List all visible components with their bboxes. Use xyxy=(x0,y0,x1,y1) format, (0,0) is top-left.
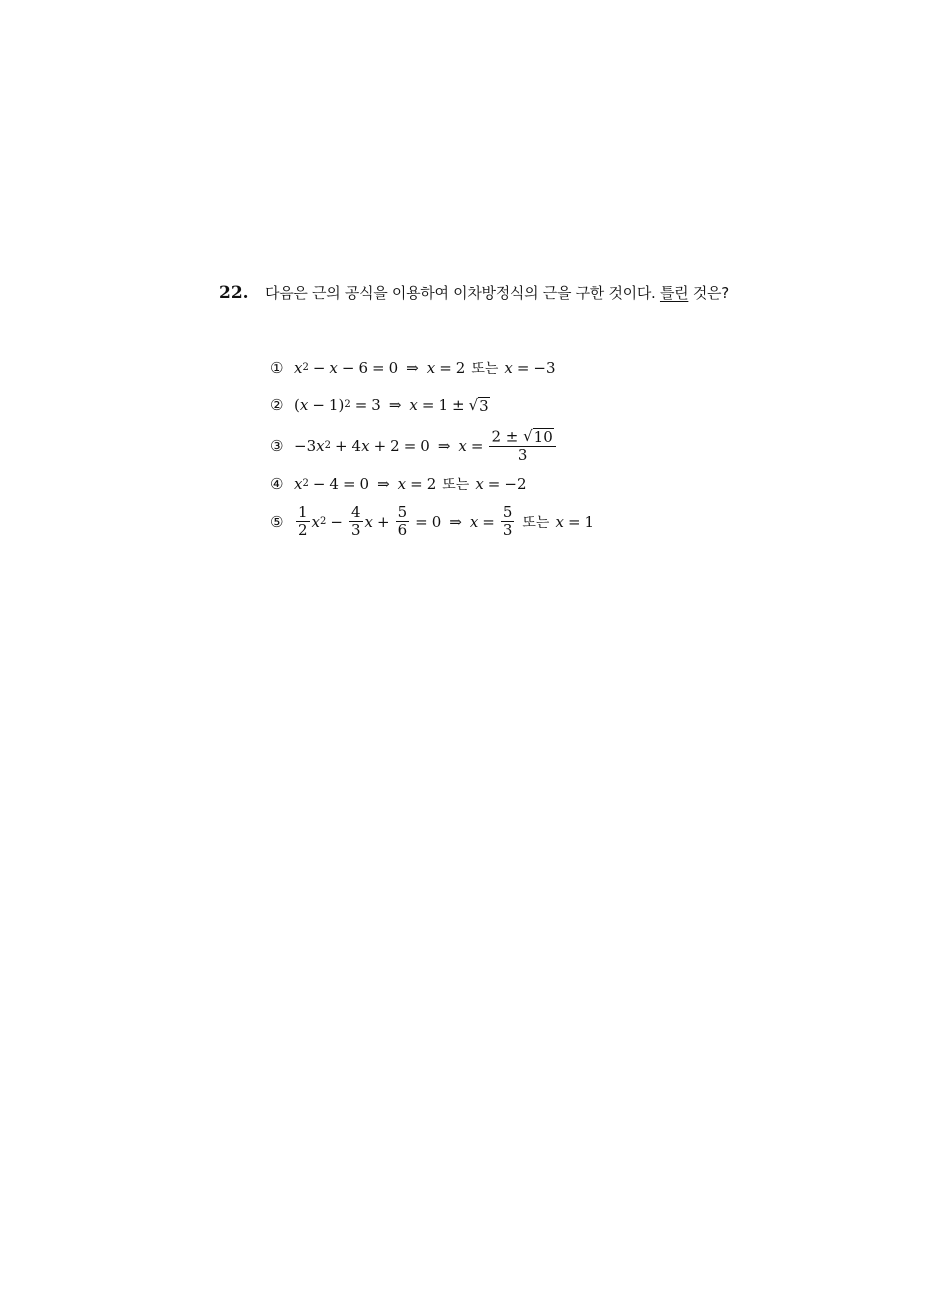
choice-marker: ① xyxy=(270,359,284,377)
choice-marker: ④ xyxy=(270,475,284,493)
connector-word: 또는 xyxy=(471,361,499,377)
fraction: $\frac{4}{3}$ xyxy=(350,503,361,540)
connector-word: 또는 xyxy=(442,477,470,493)
choice-3-formula: −3 x 2 + 4 x + 2 = 0 ⇒ x = 2 ± √ 10 3 xyxy=(294,428,558,464)
fraction: $\frac{5}{3}$ xyxy=(502,503,513,540)
choice-1-formula: x 2 − x − 6 = 0 ⇒ x = 2 또는 x = −3 xyxy=(294,359,556,377)
choice-5-formula: $\frac{1}{2}$ x 2 − $\frac{4}{3}$ x + $\frac{5}{6}$ = 0 ⇒ x = $\frac{5}{3}$ 또는 x = 1 xyxy=(298,503,595,540)
sqrt-symbol: √ 3 xyxy=(468,396,489,415)
choice-3[interactable] xyxy=(270,428,558,464)
choice-2-formula: ( x − 1) 2 = 3 ⇒ x = 1 ± √ 3 xyxy=(294,396,489,415)
connector-word: 또는 xyxy=(522,514,550,531)
question-22 xyxy=(219,282,779,303)
question-number: 22. xyxy=(219,283,249,303)
stem-text-before: 다음은 근의 공식을 이용하여 이차방정식의 근을 구한 것이다. xyxy=(265,284,660,302)
choice-marker: ② xyxy=(270,396,284,414)
stem-underlined-word: 틀린 xyxy=(659,284,689,302)
fraction: $\frac{5}{6}$ xyxy=(397,503,408,540)
stem-text-after: 것은? xyxy=(688,284,729,302)
choice-5[interactable] xyxy=(270,504,594,540)
choice-1[interactable] xyxy=(270,358,556,378)
choice-4-formula: x 2 − 4 = 0 ⇒ x = 2 또는 x = −2 xyxy=(294,475,527,493)
choice-2[interactable] xyxy=(270,396,490,414)
question-header xyxy=(219,282,779,303)
fraction: 2 ± √ 10 3 xyxy=(489,428,555,464)
choice-marker: ③ xyxy=(270,436,284,455)
choice-marker: ⑤ xyxy=(270,512,284,531)
question-stem xyxy=(265,282,729,303)
fraction: $\frac{1}{2}$ xyxy=(298,503,308,540)
choice-4[interactable] xyxy=(270,474,527,494)
